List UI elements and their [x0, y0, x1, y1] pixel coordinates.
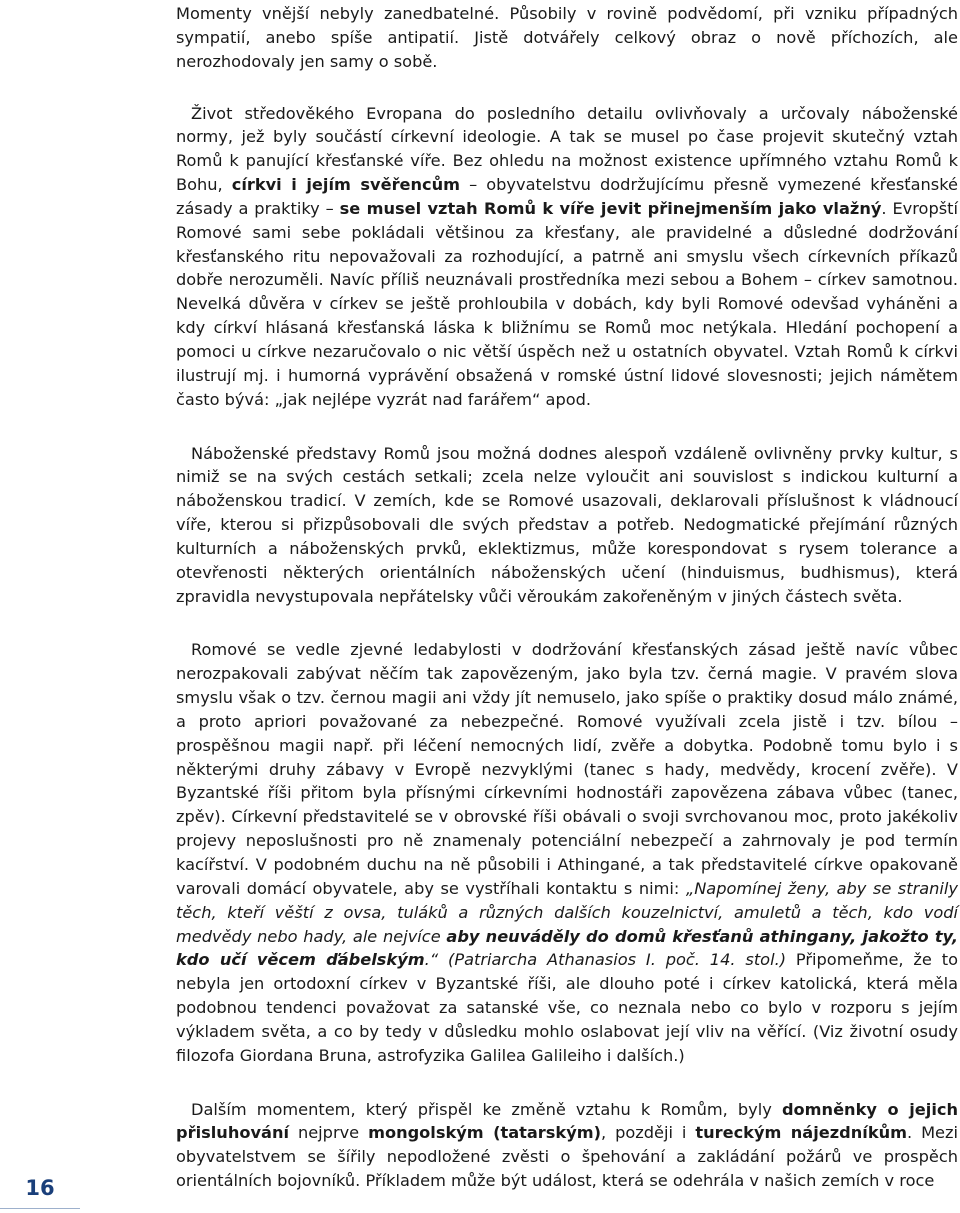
- paragraph-intro-continuation: [176, 2, 958, 74]
- text-span: Náboženské představy Romů jsou možná dodnes alespoň vzdáleně ovlivněny prvky kultur, s nimiž se na svých cestách setkali; zcela nelze vyloučit ani souvislost s indickou kulturní a náboženskou tradicí. V zemích, kde se Romové usazovali, deklarovali příslušnost k vládnoucí víře, kterou si přizpůsobovali dle svých představ a potřeb. Nedogmatické přejímání různých kulturních a náboženských prvků, eklektizmus, může korespondovat s rysem tolerance a otevřenosti některých orientálních náboženských učení (hinduismus, budhismus), která zpravidla nevystupovala nepřátelsky vůči věroukám zakořeněným v jiných částech světa.: [176, 443, 958, 606]
- text-span: Život středověkého Evropana do posledního detailu ovlivňovaly a určovaly náboženské normy, jež byly součástí církevní ideologie. A tak se musel po čase projevit skutečný vztah Romů k panující křesťanské víře. Bez ohledu na možnost existence upřímného vztahu Romů k Bohu,: [176, 103, 958, 195]
- text-span: aby neuváděly do domů křesťanů athingany, jakožto ty, kdo učí věcem ďábelským: [176, 926, 958, 970]
- paragraph-magic-practices: [176, 638, 958, 1067]
- page-number-rule: [0, 1208, 80, 1209]
- text-span: církvi i jejím svěřencům: [231, 175, 461, 195]
- text-span: nejprve: [289, 1123, 369, 1143]
- text-span: domněnky o jejich přisluhování: [176, 1099, 958, 1143]
- text-span: . Evropští Romové sami sebe pokládali většinou za křesťany, ale pravidelné a důsledné dodržování křesťanského ritu nepovažovali za rozhodující, a patrně ani smyslu všech církevních příkazů dobře nerozuměli. Navíc příliš neuznávali prostředníka mezi sebou a Bohem – církev samotnou. Nevelká důvěra v církev se ještě prohloubila v dobách, kdy byli Romové odevšad vyháněni a kdy církví hlásaná křesťanská láska k bližnímu se Romů moc netýkala. Hledání pochopení a pomoci u církve nezaručovalo o nic větší úspěch než u ostatních obyvatel. Vztah Romů k církvi ilustrují mj. i humorná vyprávění obsažená v romské ústní lidové slovesnosti; jejich námětem často bývá: „jak nejlépe vyzrát nad farářem“ apod.: [176, 198, 959, 409]
- text-span: Dalším momentem, který přispěl ke změně vztahu k Romům, byly: [191, 1099, 782, 1119]
- text-span: Momenty vnější nebyly zanedbatelné. Působily v rovině podvědomí, při vzniku případných sympatií, anebo spíše antipatií. Jistě dotvářely celkový obraz o nově příchozích, ale nerozhodovaly jen samy o sobě.: [176, 4, 958, 71]
- text-span: Romové se vedle zjevné ledabylosti v dodržování křesťanských zásad ještě navíc vůbec nerozpakovali zabývat něčím tak zapovězeným, jako byla tzv. černá magie. V pravém slova smyslu však o tzv. černou magii ani vždy jít nemuselo, jako spíše o praktiky dosud málo známé, a proto apriori považované za nebezpečné. Romové využívali zcela jistě i tzv. bílou – prospěšnou magii např. při léčení nemocných lidí, zvěře a dobytka. Podobně tomu bylo i s některými druhy zábavy v Evropě nezvyklými (tanec s hady, medvědy, krocení zvěře). V Byzantské říši přitom byla přísnými církevními hodnostáři zapovězena zábava vůbec (tanec, zpěv). Církevní představitelé se v obrovské říši obávali o svoji svrchovanou moc, proto jakékoliv projevy neposlušnosti pro ně znamenaly potenciální nebezpečí a zahrnovaly je pod termín kacířství. V podobném duchu na ně působili i Athingané, a tak představitelé církve opakovaně varovali domácí obyvatele, aby se vystříhali kontaktu s nimi:: [176, 640, 958, 898]
- text-span: tureckým nájezdníkům: [695, 1123, 907, 1143]
- text-span: „Napomínej ženy, aby se stranily těch, kteří věští z ovsa, tuláků a různých dalších kouzelnictví, amuletů a těch, kdo vodí medvědy nebo hady, ale nejvíce: [176, 878, 958, 946]
- paragraph-religious-beliefs: [176, 442, 958, 609]
- paragraph-church-relation: [176, 102, 958, 412]
- text-span: mongolským (tatarským): [368, 1123, 602, 1143]
- text-span: .“ (Patriarcha Athanasios I. poč. 14. stol.): [424, 950, 787, 970]
- text-span: . Mezi obyvatelstvem se šířily nepodložené zvěsti o špehování a zakládání požárů ve prospěch orientálních bojovníků. Příkladem může být událost, která se odehrála v našich zemích v roce: [176, 1123, 958, 1191]
- text-column: [176, 0, 958, 1193]
- text-span: , později i: [601, 1123, 696, 1143]
- text-span: se musel vztah Romů k víře jevit přinejmenším jako vlažný: [339, 198, 882, 218]
- page-number: 16: [25, 1176, 55, 1200]
- text-span: Připomeňme, že to nebyla jen ortodoxní církev v Byzantské říši, ale dlouho poté i církev katolická, která měla podobnou tendenci považovat za satanské vše, co neznala nebo co bylo v rozporu s jejím výkladem světa, a co by tedy v důsledku mohlo oslabovat její vliv na věřící. (Viz životní osudy filozofa Giordana Bruna, astrofyzika Galilea Galileiho i dalších.): [176, 950, 959, 1065]
- text-span: – obyvatelstvu dodržujícímu přesně vymezené křesťanské zásady a praktiky –: [176, 175, 958, 218]
- paragraph-suspicions: [176, 1098, 958, 1193]
